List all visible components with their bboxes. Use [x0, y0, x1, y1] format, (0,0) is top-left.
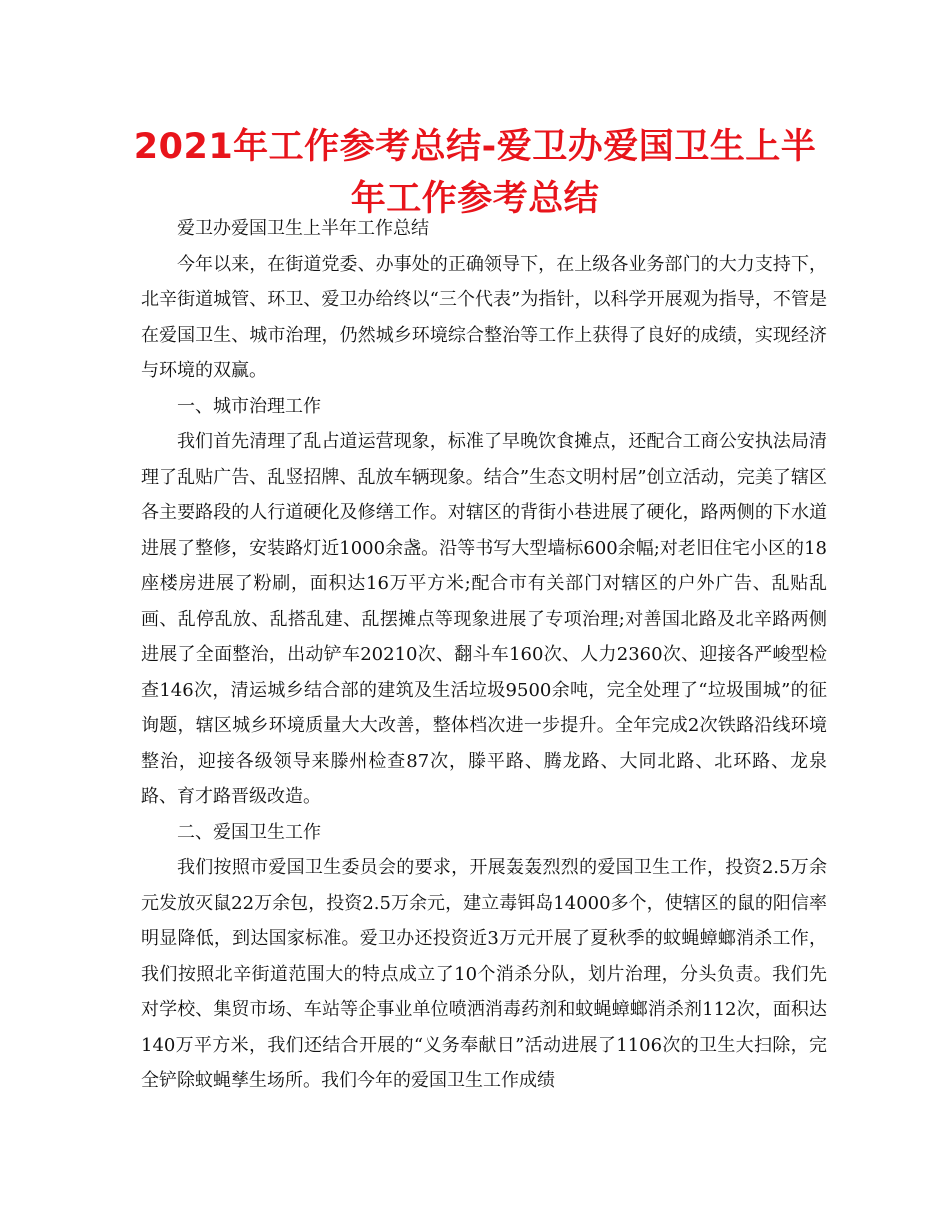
intro-paragraph: 今年以来，在街道党委、办事处的正确领导下，在上级各业务部门的大力支持下，北辛街道城管、环卫、爱卫办给终以“三个代表”为指针，以科学开展观为指导，不管是在爱国卫生、城市治理，仍然城乡环境综合整治等工作上获得了良好的成绩，实现经济与环境的双赢。	[141, 253, 827, 381]
document-body	[141, 211, 827, 1099]
document-title: 2021年工作参考总结-爱卫办爱国卫生上半年工作参考总结	[133, 127, 817, 219]
patriotic-health-paragraph: 我们按照市爱国卫生委员会的要求，开展轰轰烈烈的爱国卫生工作，投资2.5万余元发放灭鼠22万余包，投资2.5万余元，建立毒铒岛14000多个，使辖区的鼠的阳信率明显降低，到达国家标准。爱卫办还投资近3万元开展了夏秋季的蚊蝇蟑螂消杀工作，我们按照北辛街道范围大的特点成立了10个消杀分队，划片治理，分头负责。我们先对学校、集贸市场、车站等企事业单位喷洒消毒药剂和蚊蝇蟑螂消杀剂112次，面积达140万平方米，我们还结合开展的“义务奉献日”活动进展了1106次的卫生大扫除，完全铲除蚊蝇孳生场所。我们今年的爱国卫生工作成绩	[141, 857, 827, 1091]
section-heading-patriotic-health: 二、爱国卫生工作	[177, 821, 321, 843]
section-heading-city-management: 一、城市治理工作	[177, 395, 321, 417]
subtitle-paragraph: 爱卫办爱国卫生上半年工作总结	[177, 218, 429, 239]
city-management-paragraph: 我们首先清理了乱占道运营现象，标准了早晚饮食摊点，还配合工商公安执法局清理了乱贴广告、乱竖招牌、乱放车辆现象。结合”生态文明村居”创立活动，完美了辖区各主要路段的人行道硬化及修缮工作。对辖区的背街小巷进展了硬化，路两侧的下水道进展了整修，安装路灯近1000余盏。沿等书写大型墙标600余幅;对老旧住宅小区的18座楼房进展了粉刷，面积达16万平方米;配合市有关部门对辖区的户外广告、乱贴乱画、乱停乱放、乱搭乱建、乱摆摊点等现象进展了专项治理;对善国北路及北辛路两侧进展了全面整治，出动铲车20210次、翻斗车160次、人力2360次、迎接各严峻型检查146次，清运城乡结合部的建筑及生活垃圾9500余吨，完全处理了“垃圾围城”的征询题，辖区城乡环境质量大大改善，整体档次进一步提升。全年完成2次铁路沿线环境整治，迎接各级领导来滕州检查87次，滕平路、腾龙路、大同北路、北环路、龙泉路、育才路晋级改造。	[141, 431, 827, 807]
